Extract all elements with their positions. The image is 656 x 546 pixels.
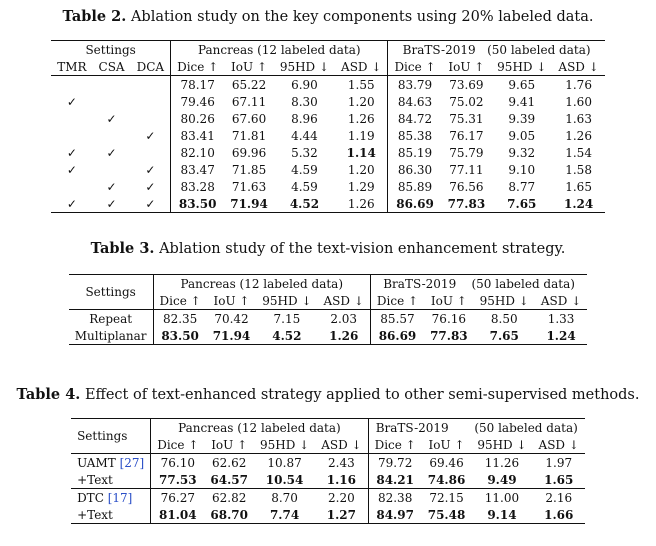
pancreas-value: 83.28 bbox=[180, 179, 215, 194]
brats-value: 73.69 bbox=[449, 77, 484, 92]
table2 bbox=[51, 40, 605, 213]
brats-value: 1.65 bbox=[544, 472, 574, 487]
pancreas-value: 80.26 bbox=[180, 111, 215, 126]
brats-value: 79.72 bbox=[377, 455, 413, 470]
table3-metric: ASD ↓ bbox=[318, 292, 371, 310]
table4-metric: ASD ↓ bbox=[533, 436, 585, 454]
table-row bbox=[51, 161, 605, 178]
pancreas-value: 71.63 bbox=[231, 179, 267, 194]
pancreas-value: 2.03 bbox=[318, 310, 371, 328]
check-mark-icon: ✓ bbox=[106, 179, 117, 194]
pancreas-value: 1.20 bbox=[335, 93, 388, 110]
brats-value: 1.24 bbox=[535, 327, 587, 345]
pancreas-value: 1.20 bbox=[335, 161, 388, 178]
pancreas-value: 4.59 bbox=[291, 162, 318, 177]
table-cell bbox=[131, 110, 171, 127]
brats-value: 1.33 bbox=[547, 311, 575, 326]
table-row bbox=[71, 471, 585, 489]
pancreas-value: 81.04 bbox=[151, 506, 205, 524]
brats-value: 9.05 bbox=[508, 128, 536, 143]
table4-label: Table 4. bbox=[16, 386, 81, 403]
check-mark-icon: ✓ bbox=[66, 145, 77, 160]
pancreas-value: 65.22 bbox=[231, 77, 267, 92]
pancreas-value: 83.47 bbox=[180, 162, 215, 177]
brats-value: 1.24 bbox=[552, 195, 604, 213]
pancreas-value: 8.70 bbox=[254, 489, 315, 507]
brats-value: 75.48 bbox=[422, 506, 472, 524]
pancreas-value: 8.96 bbox=[291, 111, 318, 126]
table3-caption-text: Ablation study of the text-vision enhancement strategy. bbox=[159, 241, 566, 257]
pancreas-value: 8.30 bbox=[291, 94, 318, 109]
check-mark-icon: ✓ bbox=[106, 145, 117, 160]
pancreas-value: 71.94 bbox=[207, 327, 257, 345]
table3-metric: 95HD ↓ bbox=[256, 292, 317, 310]
table4-group-brats bbox=[368, 419, 585, 437]
table3-group-pancreas: Pancreas (12 labeled data) bbox=[153, 275, 370, 293]
brats-value: 76.56 bbox=[449, 179, 484, 194]
table-row bbox=[51, 178, 605, 195]
table2-group-header bbox=[51, 41, 605, 59]
table4-caption-text: Effect of text-enhanced strategy applied to other semi-supervised methods. bbox=[84, 387, 640, 403]
table4-caption bbox=[0, 386, 656, 404]
table-cell bbox=[131, 76, 171, 94]
method-name bbox=[71, 454, 151, 472]
pancreas-value: 69.96 bbox=[231, 145, 267, 160]
method-label: +Text bbox=[77, 472, 113, 487]
brats-value: 77.83 bbox=[442, 195, 492, 213]
table-cell bbox=[131, 93, 171, 110]
brats-value: 75.02 bbox=[449, 94, 484, 109]
pancreas-value: 1.16 bbox=[315, 471, 368, 489]
pancreas-value: 1.27 bbox=[315, 506, 368, 524]
brats-value: 9.49 bbox=[487, 472, 517, 487]
table3-block bbox=[0, 240, 656, 345]
brats-value: 84.63 bbox=[397, 94, 433, 109]
pancreas-value: 1.29 bbox=[335, 178, 388, 195]
brats-value: 7.65 bbox=[474, 327, 535, 345]
table-row bbox=[51, 127, 605, 144]
table2-body bbox=[51, 76, 605, 213]
brats-value: 9.14 bbox=[471, 506, 532, 524]
table2-settings-header: Settings bbox=[51, 41, 170, 59]
pancreas-value: 1.14 bbox=[335, 144, 388, 161]
table2-metric: 95HD ↓ bbox=[491, 58, 552, 76]
brats-value: 9.32 bbox=[508, 145, 536, 160]
check-mark-icon: ✓ bbox=[131, 195, 171, 213]
table3-group-header bbox=[69, 275, 588, 293]
table3 bbox=[69, 274, 588, 345]
pancreas-value: 4.52 bbox=[274, 195, 335, 213]
brats-value: 85.38 bbox=[397, 128, 433, 143]
brats-value: 86.30 bbox=[397, 162, 433, 177]
table2-metric-header bbox=[51, 58, 605, 76]
brats-value: 76.16 bbox=[431, 311, 467, 326]
table3-label: Table 3. bbox=[90, 240, 155, 257]
table3-metric: IoU ↑ bbox=[424, 292, 474, 310]
table4-metric: IoU ↑ bbox=[422, 436, 472, 454]
method-name bbox=[71, 506, 151, 524]
table-cell bbox=[131, 144, 171, 161]
table4 bbox=[71, 418, 585, 524]
table3-settings-header: Settings bbox=[69, 275, 153, 310]
pancreas-value: 1.19 bbox=[335, 127, 388, 144]
check-mark-icon: ✓ bbox=[93, 195, 131, 213]
check-mark-icon: ✓ bbox=[131, 178, 171, 195]
brats-value: 1.58 bbox=[565, 162, 592, 177]
table-cell bbox=[93, 93, 131, 110]
pancreas-value: 76.10 bbox=[160, 455, 195, 470]
pancreas-value: 83.50 bbox=[171, 195, 225, 213]
pancreas-value: 82.10 bbox=[180, 145, 215, 160]
table4-block bbox=[0, 386, 656, 524]
pancreas-value: 68.70 bbox=[204, 506, 254, 524]
brats-value: 9.41 bbox=[508, 94, 536, 109]
table2-label: Table 2. bbox=[62, 8, 127, 25]
table-row bbox=[69, 310, 588, 328]
citation-link[interactable]: [17] bbox=[107, 490, 133, 505]
table4-metric: 95HD ↓ bbox=[254, 436, 315, 454]
brats-value: 77.83 bbox=[424, 327, 474, 345]
brats-value: 9.10 bbox=[508, 162, 536, 177]
method-name bbox=[71, 471, 151, 489]
table4-metric: IoU ↑ bbox=[204, 436, 254, 454]
table2-metric: Dice ↑ bbox=[388, 58, 442, 76]
brats-value: 75.31 bbox=[449, 111, 484, 126]
table3-metric: ASD ↓ bbox=[535, 292, 587, 310]
pancreas-value: 10.54 bbox=[265, 472, 304, 487]
pancreas-value: 67.60 bbox=[231, 111, 267, 126]
pancreas-value: 2.20 bbox=[315, 489, 368, 507]
table-cell bbox=[93, 76, 131, 94]
table4-settings-header: Settings bbox=[71, 419, 151, 454]
brats-value: 7.65 bbox=[491, 195, 552, 213]
check-mark-icon: ✓ bbox=[66, 94, 77, 109]
brats-value: 8.77 bbox=[508, 179, 536, 194]
table4-group-pancreas: Pancreas (12 labeled data) bbox=[151, 419, 368, 437]
check-mark-icon: ✓ bbox=[131, 161, 171, 178]
pancreas-value: 7.74 bbox=[254, 506, 315, 524]
table-row bbox=[51, 144, 605, 161]
pancreas-value: 5.32 bbox=[291, 145, 318, 160]
table-row bbox=[71, 506, 585, 524]
table-cell bbox=[51, 110, 92, 127]
brats-value: 1.54 bbox=[565, 145, 592, 160]
pancreas-value: 1.26 bbox=[335, 195, 388, 213]
table-row bbox=[71, 454, 585, 472]
table3-metric: 95HD ↓ bbox=[474, 292, 535, 310]
table2-metric: IoU ↑ bbox=[224, 58, 274, 76]
table-cell bbox=[93, 161, 131, 178]
table4-group-brats-count: (50 labeled data) bbox=[474, 420, 578, 435]
table2-group-pancreas: Pancreas (12 labeled data) bbox=[171, 41, 388, 59]
table-row bbox=[51, 110, 605, 127]
table-cell bbox=[51, 127, 92, 144]
method-label: UAMT bbox=[77, 455, 120, 470]
pancreas-value: 78.17 bbox=[180, 77, 215, 92]
table3-metric: IoU ↑ bbox=[207, 292, 257, 310]
setting-name: Repeat bbox=[69, 310, 153, 328]
method-name bbox=[71, 489, 151, 507]
pancreas-value: 82.35 bbox=[162, 311, 198, 326]
table2-comp-dca: DCA bbox=[131, 58, 171, 76]
brats-value: 86.69 bbox=[388, 195, 442, 213]
brats-value: 1.26 bbox=[565, 128, 592, 143]
table2-block bbox=[0, 8, 656, 213]
brats-value: 85.57 bbox=[380, 311, 415, 326]
table-row bbox=[51, 76, 605, 94]
table2-metric: 95HD ↓ bbox=[274, 58, 335, 76]
pancreas-value: 67.11 bbox=[231, 94, 267, 109]
pancreas-value: 1.55 bbox=[335, 76, 388, 94]
pancreas-value: 77.53 bbox=[159, 472, 197, 487]
pancreas-value: 76.27 bbox=[151, 489, 205, 507]
table4-body bbox=[71, 454, 585, 524]
table3-metric: Dice ↑ bbox=[370, 292, 424, 310]
pancreas-value: 71.81 bbox=[231, 128, 267, 143]
table-row bbox=[71, 489, 585, 507]
brats-value: 85.19 bbox=[397, 145, 433, 160]
brats-value: 1.65 bbox=[565, 179, 592, 194]
brats-value: 86.69 bbox=[370, 327, 424, 345]
table2-comp-csa: CSA bbox=[93, 58, 131, 76]
brats-value: 72.15 bbox=[422, 489, 472, 507]
table4-metric: Dice ↑ bbox=[151, 436, 205, 454]
pancreas-value: 7.15 bbox=[273, 311, 301, 326]
method-label: +Text bbox=[77, 507, 113, 522]
brats-value: 74.86 bbox=[427, 472, 466, 487]
pancreas-value: 10.87 bbox=[267, 455, 302, 470]
brats-value: 85.89 bbox=[397, 179, 433, 194]
table-cell bbox=[51, 76, 92, 94]
table4-metric: 95HD ↓ bbox=[471, 436, 532, 454]
check-mark-icon: ✓ bbox=[131, 127, 171, 144]
brats-value: 75.79 bbox=[449, 145, 484, 160]
check-mark-icon: ✓ bbox=[51, 195, 92, 213]
pancreas-value: 2.43 bbox=[315, 454, 368, 472]
brats-value: 84.97 bbox=[368, 506, 422, 524]
pancreas-value: 79.46 bbox=[180, 94, 215, 109]
table-row bbox=[51, 93, 605, 110]
pancreas-value: 62.82 bbox=[204, 489, 254, 507]
citation-link[interactable]: [27] bbox=[119, 455, 145, 470]
table-row bbox=[51, 195, 605, 213]
pancreas-value: 71.94 bbox=[224, 195, 274, 213]
brats-value: 1.76 bbox=[565, 77, 592, 92]
table3-metric: Dice ↑ bbox=[153, 292, 207, 310]
pancreas-value: 62.62 bbox=[211, 455, 247, 470]
brats-value: 76.17 bbox=[449, 128, 484, 143]
table-row bbox=[69, 327, 588, 345]
pancreas-value: 70.42 bbox=[214, 311, 249, 326]
table2-caption bbox=[0, 8, 656, 26]
brats-value: 77.11 bbox=[449, 162, 484, 177]
setting-name: Multiplanar bbox=[69, 327, 153, 345]
table3-caption bbox=[0, 240, 656, 258]
table-cell bbox=[93, 127, 131, 144]
table4-group-header bbox=[71, 419, 585, 437]
method-label: DTC bbox=[77, 490, 108, 505]
table2-comp-tmr: TMR bbox=[51, 58, 92, 76]
pancreas-value: 6.90 bbox=[291, 77, 318, 92]
brats-value: 9.39 bbox=[508, 111, 536, 126]
table3-group-brats: BraTS-2019 (50 labeled data) bbox=[370, 275, 587, 293]
brats-value: 11.00 bbox=[471, 489, 532, 507]
brats-value: 1.60 bbox=[565, 94, 592, 109]
pancreas-value: 83.50 bbox=[153, 327, 207, 345]
table-cell bbox=[51, 178, 92, 195]
pancreas-value: 4.59 bbox=[291, 179, 318, 194]
pancreas-value: 1.26 bbox=[335, 110, 388, 127]
pancreas-value: 1.26 bbox=[318, 327, 371, 345]
table2-metric: IoU ↑ bbox=[442, 58, 492, 76]
table4-metric: ASD ↓ bbox=[315, 436, 368, 454]
pancreas-value: 71.85 bbox=[231, 162, 267, 177]
table2-group-brats: BraTS-2019 (50 labeled data) bbox=[388, 41, 605, 59]
table4-group-brats-name: BraTS-2019 bbox=[375, 420, 449, 435]
pancreas-value: 4.44 bbox=[291, 128, 318, 143]
brats-value: 2.16 bbox=[533, 489, 585, 507]
brats-value: 8.50 bbox=[490, 311, 518, 326]
brats-value: 1.97 bbox=[545, 455, 573, 470]
brats-value: 69.46 bbox=[429, 455, 464, 470]
check-mark-icon: ✓ bbox=[106, 111, 117, 126]
check-mark-icon: ✓ bbox=[66, 162, 77, 177]
table2-metric: ASD ↓ bbox=[335, 58, 388, 76]
table4-metric: Dice ↑ bbox=[368, 436, 422, 454]
brats-value: 1.63 bbox=[565, 111, 592, 126]
brats-value: 84.72 bbox=[397, 111, 433, 126]
table2-metric: ASD ↓ bbox=[552, 58, 604, 76]
brats-value: 11.26 bbox=[484, 455, 520, 470]
pancreas-value: 83.41 bbox=[180, 128, 215, 143]
brats-value: 84.21 bbox=[376, 472, 414, 487]
brats-value: 9.65 bbox=[508, 77, 536, 92]
brats-value: 83.79 bbox=[397, 77, 433, 92]
pancreas-value: 64.57 bbox=[210, 472, 248, 487]
table2-metric: Dice ↑ bbox=[171, 58, 225, 76]
table2-caption-text: Ablation study on the key components using 20% labeled data. bbox=[130, 9, 594, 25]
table3-body bbox=[69, 310, 588, 345]
pancreas-value: 4.52 bbox=[256, 327, 317, 345]
brats-value: 82.38 bbox=[368, 489, 422, 507]
brats-value: 1.66 bbox=[533, 506, 585, 524]
